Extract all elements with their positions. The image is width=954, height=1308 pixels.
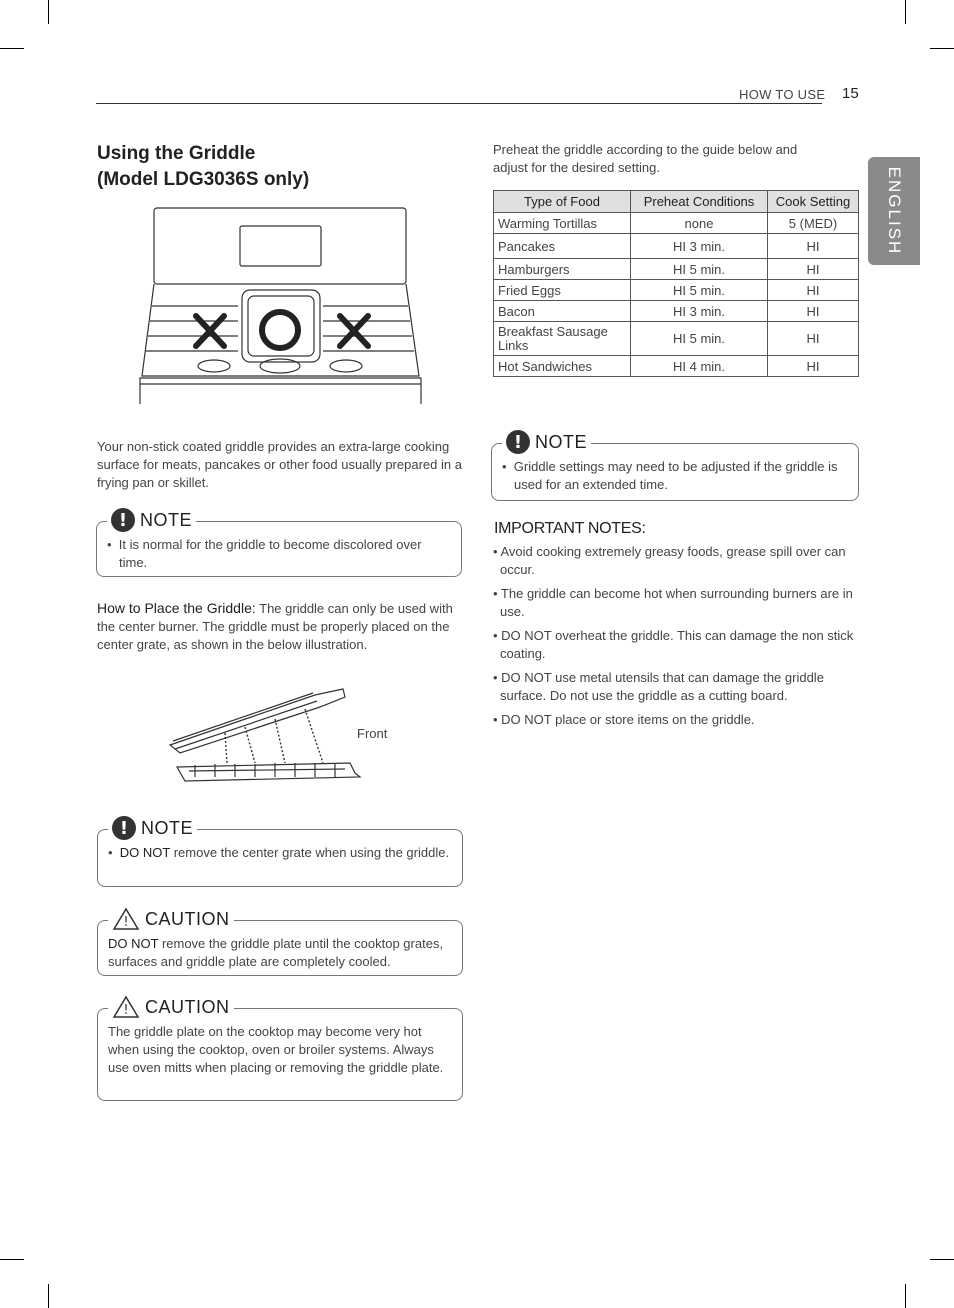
caution-label: CAUTION	[145, 908, 230, 929]
table-row	[494, 259, 859, 280]
table-row	[494, 234, 859, 259]
table-cell: HI 3 min.	[631, 301, 768, 322]
crop-mark	[0, 1259, 24, 1260]
place-heading: How to Place the Griddle:	[97, 600, 256, 616]
crop-mark	[930, 1259, 954, 1260]
note-box	[491, 431, 859, 501]
note-label: NOTE	[141, 817, 194, 838]
table-cell: Breakfast Sausage Links	[494, 322, 631, 356]
table-header-cell: Preheat Conditions	[631, 191, 768, 213]
note-label: NOTE	[140, 509, 193, 530]
note-header	[107, 508, 196, 532]
table-cell: HI	[768, 234, 859, 259]
table-row	[494, 213, 859, 234]
page-number: 15	[842, 85, 859, 102]
note-text-content: It is normal for the griddle to become discolored over time.	[118, 537, 422, 570]
table-cell: Fried Eggs	[494, 280, 631, 301]
table-cell: Hot Sandwiches	[494, 356, 631, 377]
front-label: Front	[357, 726, 388, 741]
note-text: • DO NOT remove the center grate when using the griddle.	[108, 845, 450, 860]
table-header-cell: Type of Food	[494, 191, 631, 213]
preheat-intro	[493, 141, 823, 177]
warning-triangle-icon	[112, 995, 140, 1019]
important-notes-list	[493, 543, 861, 735]
note-box	[97, 817, 463, 887]
table-cell: none	[631, 213, 768, 234]
table-cell: HI	[768, 259, 859, 280]
crop-mark	[48, 1284, 49, 1308]
table-header-cell: Cook Setting	[768, 191, 859, 213]
crop-mark	[0, 48, 24, 49]
list-item: • DO NOT use metal utensils that can damage the griddle surface. Do not use the griddle as a cutting board.	[493, 670, 824, 703]
list-item: • DO NOT place or store items on the griddle.	[493, 712, 755, 727]
griddle-placement-illustration	[165, 685, 370, 785]
griddle-guide-table	[493, 190, 859, 377]
table-cell: HI 5 min.	[631, 259, 768, 280]
crop-mark	[48, 0, 49, 24]
caution-emphasis: DO NOT	[108, 936, 159, 951]
exclamation-circle-icon: !	[112, 816, 136, 840]
table-cell: 5 (MED)	[768, 213, 859, 234]
table-cell: HI 5 min.	[631, 322, 768, 356]
table-header-row	[494, 191, 859, 213]
caution-text-content: remove the griddle plate until the cooktop grates, surfaces and griddle plate are completely cooled.	[108, 936, 444, 969]
table-cell: HI 3 min.	[631, 234, 768, 259]
note-text-content: Griddle settings may need to be adjusted if the griddle is used for an extended time.	[513, 459, 838, 492]
place-text: The griddle can only be used with the center burner. The griddle must be properly placed on the center grate, as shown in the below illustration.	[97, 601, 453, 652]
note-header	[502, 430, 591, 454]
header-rule	[96, 103, 822, 104]
intro-paragraph: Your non-stick coated griddle provides an extra-large cooking surface for meats, pancakes or other food usually prepared in a frying pan or skillet.	[97, 439, 462, 490]
table-cell: HI	[768, 280, 859, 301]
table-cell: Hamburgers	[494, 259, 631, 280]
svg-text:!: !	[123, 915, 129, 930]
cooktop-illustration	[138, 206, 423, 406]
table-cell: HI 5 min.	[631, 280, 768, 301]
language-tab	[868, 157, 920, 265]
svg-text:!: !	[123, 1003, 129, 1018]
table-row	[494, 301, 859, 322]
caution-label: CAUTION	[145, 996, 230, 1017]
caution-box	[97, 996, 463, 1101]
place-paragraph	[97, 599, 463, 654]
note-text-content: remove the center grate when using the griddle.	[170, 845, 450, 860]
table-cell: HI	[768, 322, 859, 356]
table-cell: Pancakes	[494, 234, 631, 259]
crop-mark	[905, 1284, 906, 1308]
important-notes-title: IMPORTANT NOTES:	[494, 520, 646, 537]
exclamation-circle-icon: !	[506, 430, 530, 454]
table-row	[494, 322, 859, 356]
page-title-line2: (Model LDG3036S only)	[97, 169, 310, 190]
note-box	[96, 509, 462, 577]
caution-header	[108, 995, 234, 1019]
caution-text: The griddle plate on the cooktop may become very hot when using the cooktop, oven or broiler systems. Always use oven mitts when placing or removing the griddle plate.	[108, 1024, 444, 1075]
exclamation-circle-icon: !	[111, 508, 135, 532]
note-label: NOTE	[535, 431, 588, 452]
preheat-intro-line2: adjust for the desired setting.	[493, 160, 660, 175]
table-cell: HI	[768, 356, 859, 377]
note-header	[108, 816, 197, 840]
language-tab-label: ENGLISH	[885, 166, 904, 256]
section-label: HOW TO USE	[739, 87, 826, 102]
note-emphasis: DO NOT	[119, 845, 171, 860]
caution-header	[108, 907, 234, 931]
page-title-line1: Using the Griddle	[97, 143, 256, 164]
note-text: • It is normal for the griddle to become discolored over time.	[107, 537, 422, 570]
page-title	[97, 141, 397, 193]
table-row	[494, 280, 859, 301]
table-cell: HI	[768, 301, 859, 322]
caution-text	[108, 935, 452, 971]
preheat-intro-line1: Preheat the griddle according to the guide below and	[493, 142, 798, 157]
note-text: • Griddle settings may need to be adjusted if the griddle is used for an extended time.	[502, 459, 838, 492]
list-item: • The griddle can become hot when surrounding burners are in use.	[493, 586, 853, 619]
table-cell: Bacon	[494, 301, 631, 322]
warning-triangle-icon	[112, 907, 140, 931]
crop-mark	[930, 48, 954, 49]
list-item: • Avoid cooking extremely greasy foods, grease spill over can occur.	[493, 544, 846, 577]
caution-box	[97, 908, 463, 976]
crop-mark	[905, 0, 906, 24]
list-item: • DO NOT overheat the griddle. This can damage the non stick coating.	[493, 628, 854, 661]
table-cell: HI 4 min.	[631, 356, 768, 377]
table-row	[494, 356, 859, 377]
table-cell: Warming Tortillas	[494, 213, 631, 234]
